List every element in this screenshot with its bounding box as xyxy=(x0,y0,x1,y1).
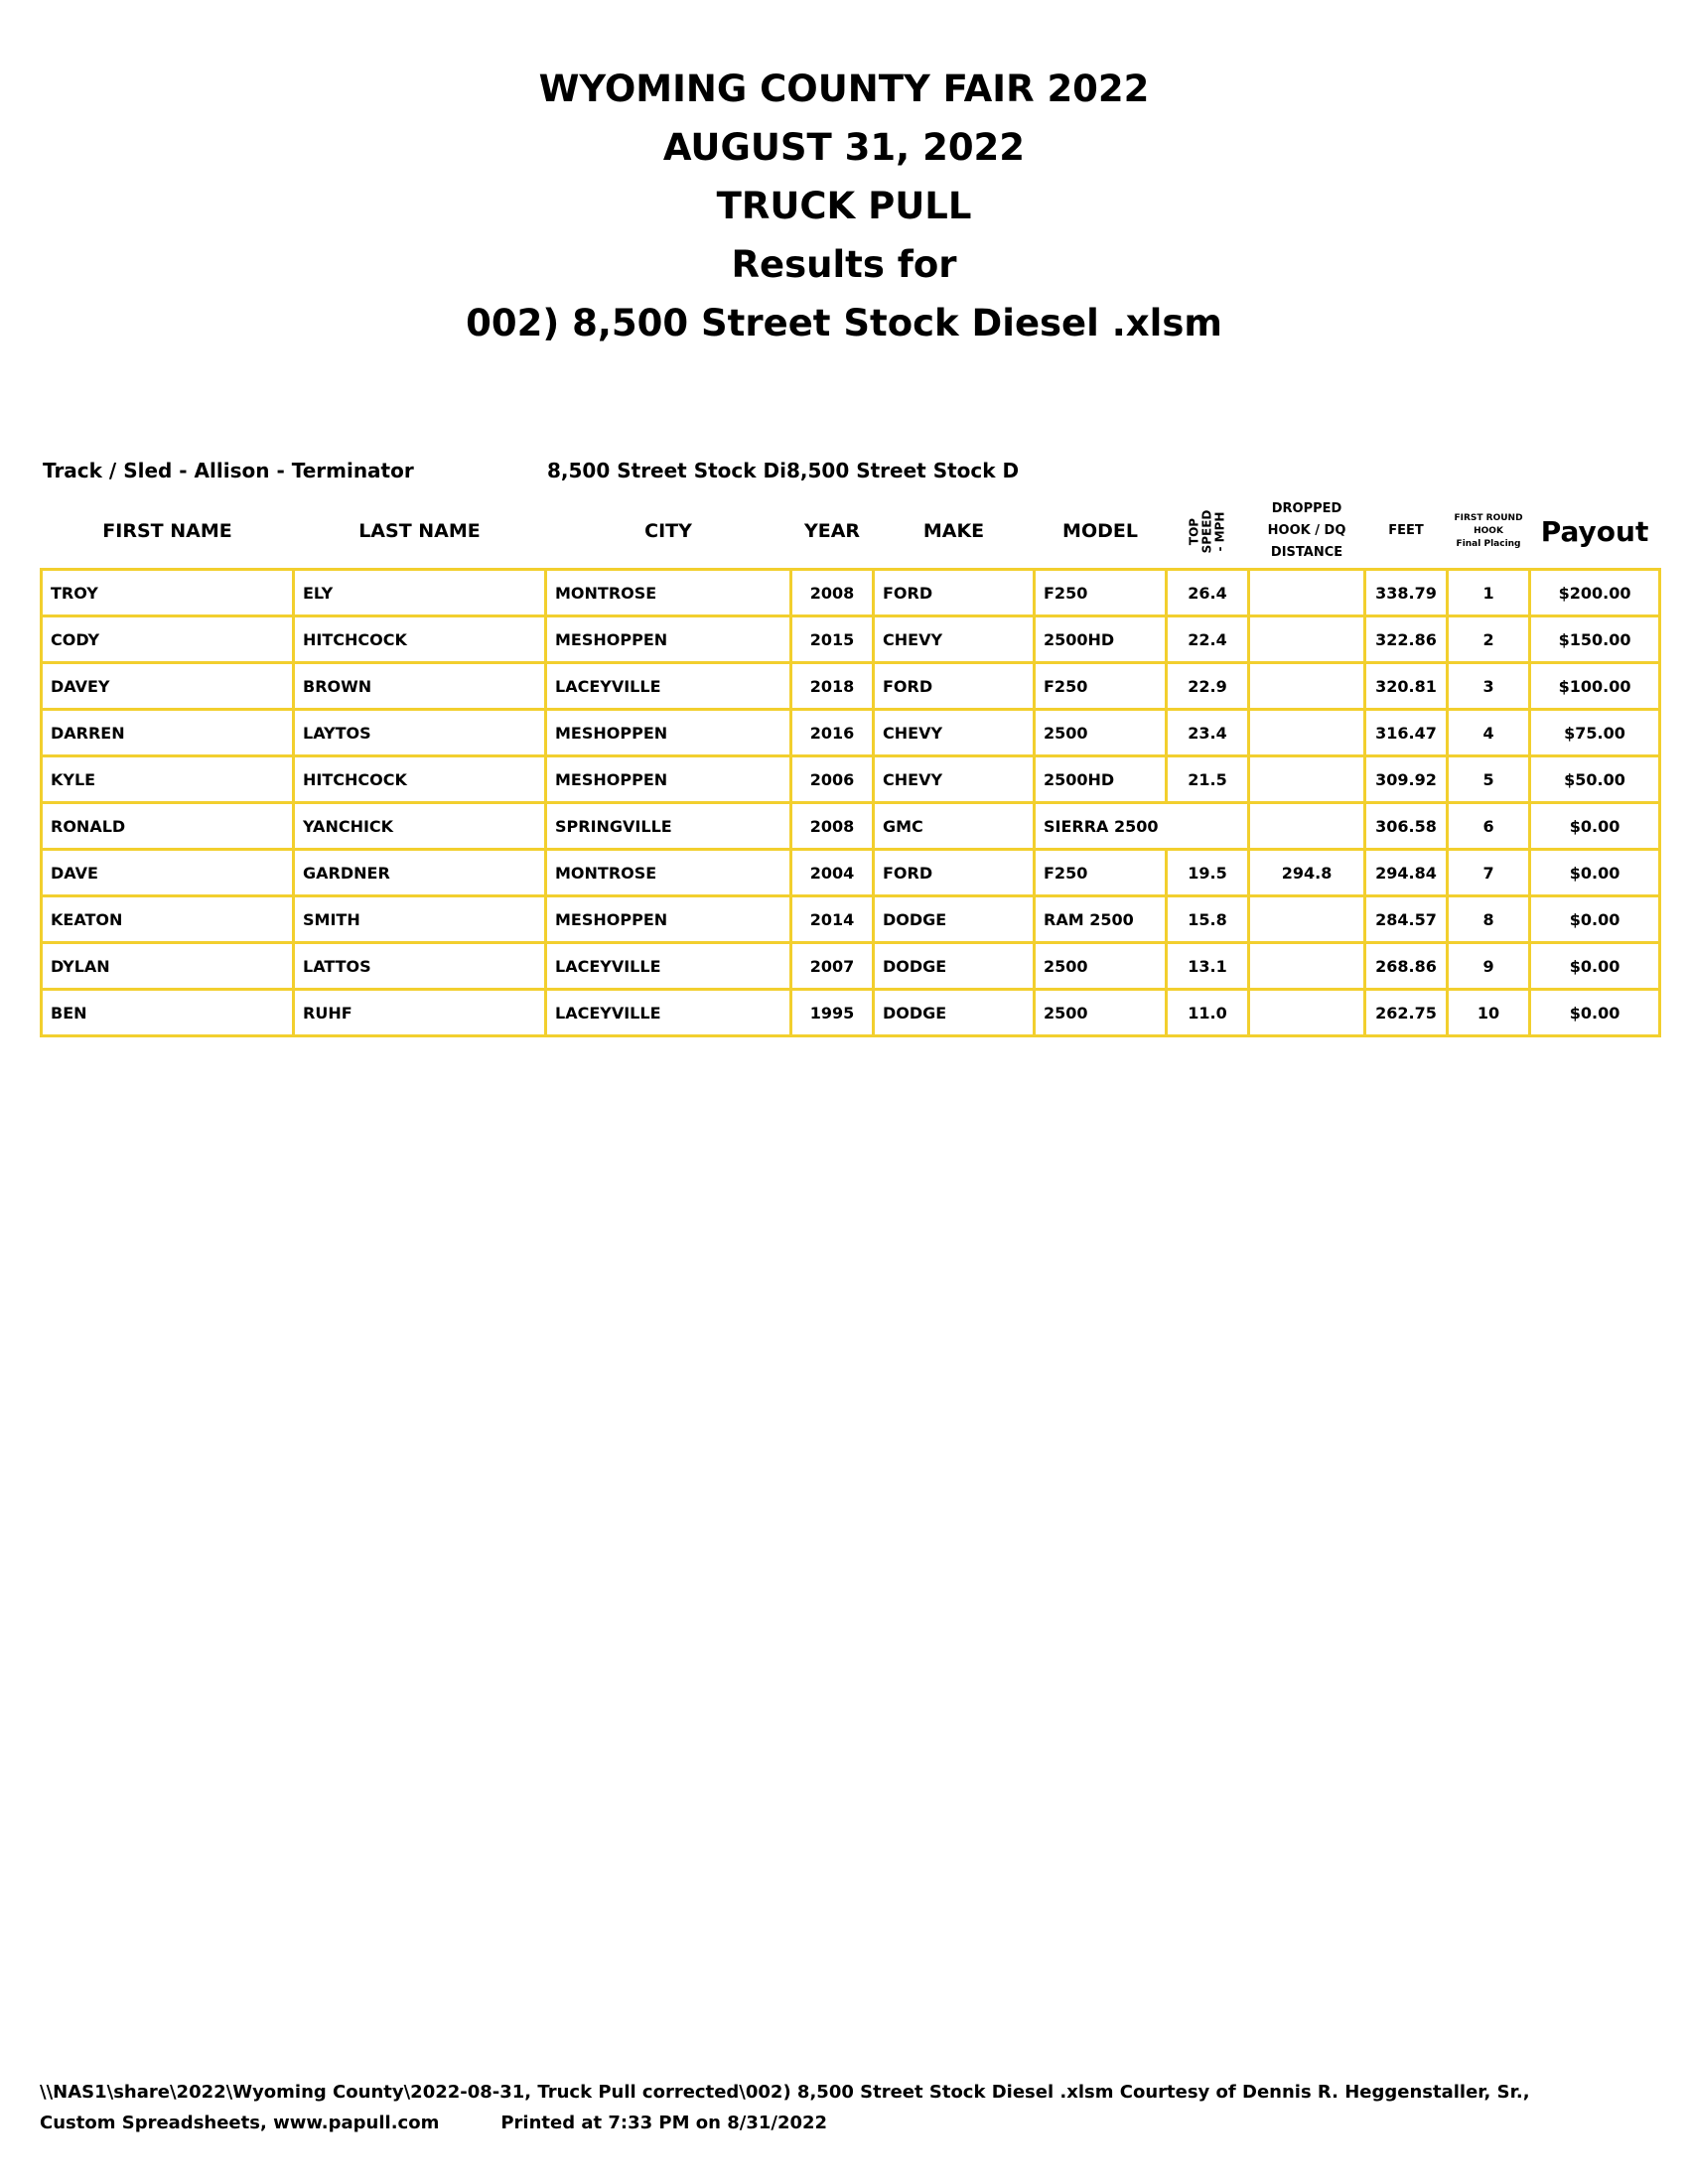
cell-make: DODGE xyxy=(874,896,1035,943)
table-row xyxy=(42,850,1660,896)
cell-final-placing: 10 xyxy=(1448,990,1530,1036)
cell-city: SPRINGVILLE xyxy=(546,803,791,850)
cell-year: 2006 xyxy=(791,756,874,803)
cell-make: GMC xyxy=(874,803,1035,850)
footer-credits xyxy=(40,2108,1530,2138)
cell-payout: $100.00 xyxy=(1530,663,1660,710)
cell-payout: $0.00 xyxy=(1530,896,1660,943)
cell-make: FORD xyxy=(874,850,1035,896)
col-year: YEAR xyxy=(791,494,874,570)
cell-city: MESHOPPEN xyxy=(546,710,791,756)
cell-year: 1995 xyxy=(791,990,874,1036)
cell-city: MONTROSE xyxy=(546,570,791,616)
cell-first-name: DAVE xyxy=(42,850,294,896)
cell-model: RAM 2500 xyxy=(1035,896,1167,943)
col-dropped-line2: HOOK / DQ xyxy=(1267,523,1346,538)
cell-payout: $0.00 xyxy=(1530,850,1660,896)
cell-dropped-distance xyxy=(1249,943,1365,990)
cell-final-placing: 2 xyxy=(1448,616,1530,663)
cell-payout: $0.00 xyxy=(1530,943,1660,990)
cell-top-speed: 13.1 xyxy=(1167,943,1249,990)
cell-model: SIERRA 2500 xyxy=(1035,803,1167,850)
cell-final-placing: 4 xyxy=(1448,710,1530,756)
table-row xyxy=(42,710,1660,756)
cell-top-speed xyxy=(1167,803,1249,850)
col-placing-line3: Final Placing xyxy=(1456,538,1521,549)
cell-top-speed: 11.0 xyxy=(1167,990,1249,1036)
track-sled-info: Track / Sled - Allison - Terminator xyxy=(43,459,414,482)
cell-last-name: YANCHICK xyxy=(294,803,546,850)
cell-dropped-distance xyxy=(1249,990,1365,1036)
col-last-name: LAST NAME xyxy=(294,494,546,570)
cell-make: CHEVY xyxy=(874,756,1035,803)
col-first-name: FIRST NAME xyxy=(42,494,294,570)
cell-payout: $150.00 xyxy=(1530,616,1660,663)
cell-last-name: GARDNER xyxy=(294,850,546,896)
col-top-speed xyxy=(1167,494,1249,570)
cell-year: 2018 xyxy=(791,663,874,710)
cell-feet: 306.58 xyxy=(1365,803,1448,850)
cell-model: 2500HD xyxy=(1035,616,1167,663)
cell-city: MESHOPPEN xyxy=(546,756,791,803)
cell-payout: $50.00 xyxy=(1530,756,1660,803)
cell-last-name: LATTOS xyxy=(294,943,546,990)
cell-feet: 320.81 xyxy=(1365,663,1448,710)
event-date: AUGUST 31, 2022 xyxy=(662,126,1026,169)
cell-dropped-distance xyxy=(1249,896,1365,943)
table-row xyxy=(42,943,1660,990)
cell-first-name: KYLE xyxy=(42,756,294,803)
cell-model: 2500 xyxy=(1035,990,1167,1036)
col-placing-line2: HOOK xyxy=(1474,525,1503,536)
col-make: MAKE xyxy=(874,494,1035,570)
cell-first-name: TROY xyxy=(42,570,294,616)
cell-dropped-distance xyxy=(1249,803,1365,850)
col-top-speed-line1: TOP xyxy=(1187,517,1201,545)
col-dropped-line3: DISTANCE xyxy=(1270,545,1343,560)
table-row xyxy=(42,616,1660,663)
col-dropped-line1: DROPPED xyxy=(1271,501,1342,516)
cell-year: 2016 xyxy=(791,710,874,756)
cell-make: DODGE xyxy=(874,990,1035,1036)
col-top-speed-line3: - MPH xyxy=(1212,511,1227,551)
cell-last-name: BROWN xyxy=(294,663,546,710)
class-file-name: 002) 8,500 Street Stock Diesel .xlsm xyxy=(466,302,1222,344)
cell-year: 2007 xyxy=(791,943,874,990)
cell-feet: 309.92 xyxy=(1365,756,1448,803)
cell-last-name: HITCHCOCK xyxy=(294,616,546,663)
cell-last-name: RUHF xyxy=(294,990,546,1036)
cell-city: LACEYVILLE xyxy=(546,663,791,710)
cell-feet: 294.84 xyxy=(1365,850,1448,896)
table-header-row xyxy=(42,494,1660,570)
cell-model: 2500HD xyxy=(1035,756,1167,803)
cell-final-placing: 8 xyxy=(1448,896,1530,943)
col-placing-line1: FIRST ROUND xyxy=(1454,512,1523,523)
event-name: WYOMING COUNTY FAIR 2022 xyxy=(538,68,1150,110)
cell-model: 2500 xyxy=(1035,710,1167,756)
col-top-speed-line2: SPEED xyxy=(1199,509,1214,553)
cell-first-name: KEATON xyxy=(42,896,294,943)
cell-final-placing: 3 xyxy=(1448,663,1530,710)
cell-payout: $0.00 xyxy=(1530,990,1660,1036)
cell-first-name: BEN xyxy=(42,990,294,1036)
cell-top-speed: 26.4 xyxy=(1167,570,1249,616)
cell-last-name: ELY xyxy=(294,570,546,616)
cell-make: CHEVY xyxy=(874,710,1035,756)
footer xyxy=(40,2077,1530,2138)
cell-make: DODGE xyxy=(874,943,1035,990)
cell-model: 2500 xyxy=(1035,943,1167,990)
table-row xyxy=(42,896,1660,943)
cell-dropped-distance xyxy=(1249,616,1365,663)
table-row xyxy=(42,756,1660,803)
results-table xyxy=(40,494,1661,1037)
cell-final-placing: 6 xyxy=(1448,803,1530,850)
table-row xyxy=(42,803,1660,850)
cell-feet: 268.86 xyxy=(1365,943,1448,990)
cell-model: F250 xyxy=(1035,850,1167,896)
cell-city: MESHOPPEN xyxy=(546,616,791,663)
cell-top-speed: 23.4 xyxy=(1167,710,1249,756)
cell-final-placing: 9 xyxy=(1448,943,1530,990)
cell-make: FORD xyxy=(874,570,1035,616)
cell-feet: 262.75 xyxy=(1365,990,1448,1036)
cell-payout: $0.00 xyxy=(1530,803,1660,850)
class-info: 8,500 Street Stock Di8,500 Street Stock D xyxy=(547,459,1020,482)
cell-dropped-distance xyxy=(1249,756,1365,803)
cell-city: MONTROSE xyxy=(546,850,791,896)
cell-dropped-distance xyxy=(1249,663,1365,710)
col-final-placing xyxy=(1448,494,1530,570)
col-feet: FEET xyxy=(1365,494,1448,570)
cell-payout: $75.00 xyxy=(1530,710,1660,756)
cell-city: LACEYVILLE xyxy=(546,990,791,1036)
cell-last-name: SMITH xyxy=(294,896,546,943)
table-row xyxy=(42,990,1660,1036)
cell-last-name: HITCHCOCK xyxy=(294,756,546,803)
cell-year: 2008 xyxy=(791,570,874,616)
cell-top-speed: 19.5 xyxy=(1167,850,1249,896)
table-row xyxy=(42,663,1660,710)
cell-first-name: CODY xyxy=(42,616,294,663)
footer-website: Custom Spreadsheets, www.papull.com xyxy=(40,2113,440,2133)
cell-top-speed: 15.8 xyxy=(1167,896,1249,943)
cell-year: 2008 xyxy=(791,803,874,850)
results-label: Results for xyxy=(731,243,957,286)
cell-year: 2004 xyxy=(791,850,874,896)
cell-first-name: DAVEY xyxy=(42,663,294,710)
cell-year: 2015 xyxy=(791,616,874,663)
cell-top-speed: 22.9 xyxy=(1167,663,1249,710)
cell-first-name: DYLAN xyxy=(42,943,294,990)
cell-final-placing: 1 xyxy=(1448,570,1530,616)
cell-top-speed: 21.5 xyxy=(1167,756,1249,803)
cell-feet: 338.79 xyxy=(1365,570,1448,616)
cell-make: CHEVY xyxy=(874,616,1035,663)
cell-last-name: LAYTOS xyxy=(294,710,546,756)
cell-model: F250 xyxy=(1035,663,1167,710)
cell-make: FORD xyxy=(874,663,1035,710)
cell-feet: 316.47 xyxy=(1365,710,1448,756)
col-model: MODEL xyxy=(1035,494,1167,570)
col-dropped-hook xyxy=(1249,494,1365,570)
cell-city: MESHOPPEN xyxy=(546,896,791,943)
table-row xyxy=(42,570,1660,616)
cell-top-speed: 22.4 xyxy=(1167,616,1249,663)
cell-dropped-distance xyxy=(1249,710,1365,756)
col-payout: Payout xyxy=(1530,494,1660,570)
cell-feet: 284.57 xyxy=(1365,896,1448,943)
event-type: TRUCK PULL xyxy=(716,185,972,227)
footer-file-path: \\NAS1\share\2022\Wyoming County\2022-08-31, Truck Pull corrected\002) 8,500 Street Stock Diesel .xlsm Courtesy of Dennis R. Heggenstaller, Sr., xyxy=(40,2082,1530,2103)
col-city: CITY xyxy=(546,494,791,570)
cell-feet: 322.86 xyxy=(1365,616,1448,663)
cell-final-placing: 7 xyxy=(1448,850,1530,896)
cell-final-placing: 5 xyxy=(1448,756,1530,803)
cell-payout: $200.00 xyxy=(1530,570,1660,616)
cell-first-name: RONALD xyxy=(42,803,294,850)
cell-city: LACEYVILLE xyxy=(546,943,791,990)
cell-dropped-distance xyxy=(1249,570,1365,616)
cell-first-name: DARREN xyxy=(42,710,294,756)
cell-model: F250 xyxy=(1035,570,1167,616)
cell-dropped-distance: 294.8 xyxy=(1249,850,1365,896)
page-title xyxy=(0,60,1688,352)
col-top-speed-label xyxy=(1189,509,1227,553)
footer-printed-time: Printed at 7:33 PM on 8/31/2022 xyxy=(500,2113,828,2133)
results-body xyxy=(42,570,1660,1036)
cell-year: 2014 xyxy=(791,896,874,943)
